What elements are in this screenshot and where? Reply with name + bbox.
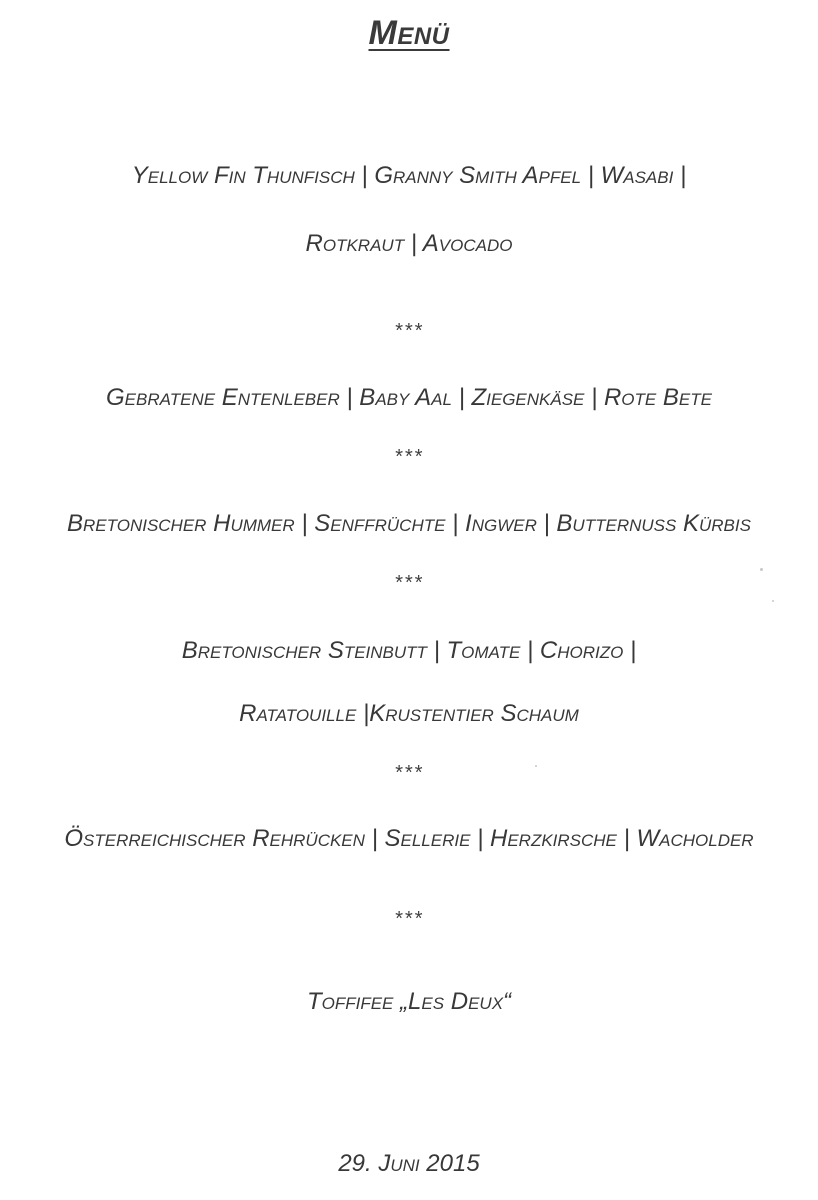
course-4-line-1: Bretonischer Steinbutt | Tomate | Chorizo | <box>181 637 637 664</box>
course-separator-3: *** <box>394 572 424 594</box>
course-1-line-2: Rotkraut | Avocado <box>305 230 513 257</box>
menu-date: 29. Juni 2015 <box>338 1150 480 1177</box>
course-3-line-1: Bretonischer Hummer | Senffrüchte | Ingwer | Butternuss Kürbis <box>67 510 751 537</box>
course-separator-1: *** <box>394 320 424 342</box>
course-separator-2: *** <box>394 446 424 468</box>
course-6-line-1: Toffifee „Les Deux“ <box>306 988 512 1015</box>
scan-speck <box>535 765 537 767</box>
menu-title: Menü <box>368 14 450 52</box>
course-separator-4: *** <box>394 762 424 784</box>
course-1-line-1: Yellow Fin Thunfisch | Granny Smith Apfel | Wasabi | <box>131 162 687 189</box>
course-5-line-1: Österreichischer Rehrücken | Sellerie | Herzkirsche | Wacholder <box>64 825 754 852</box>
scan-speck <box>772 600 774 602</box>
course-4-line-2: Ratatouille |Krustentier Schaum <box>239 700 579 727</box>
course-separator-5: *** <box>394 908 424 930</box>
course-2-line-1: Gebratene Entenleber | Baby Aal | Ziegenkäse | Rote Bete <box>106 384 712 411</box>
scan-speck <box>760 568 763 571</box>
